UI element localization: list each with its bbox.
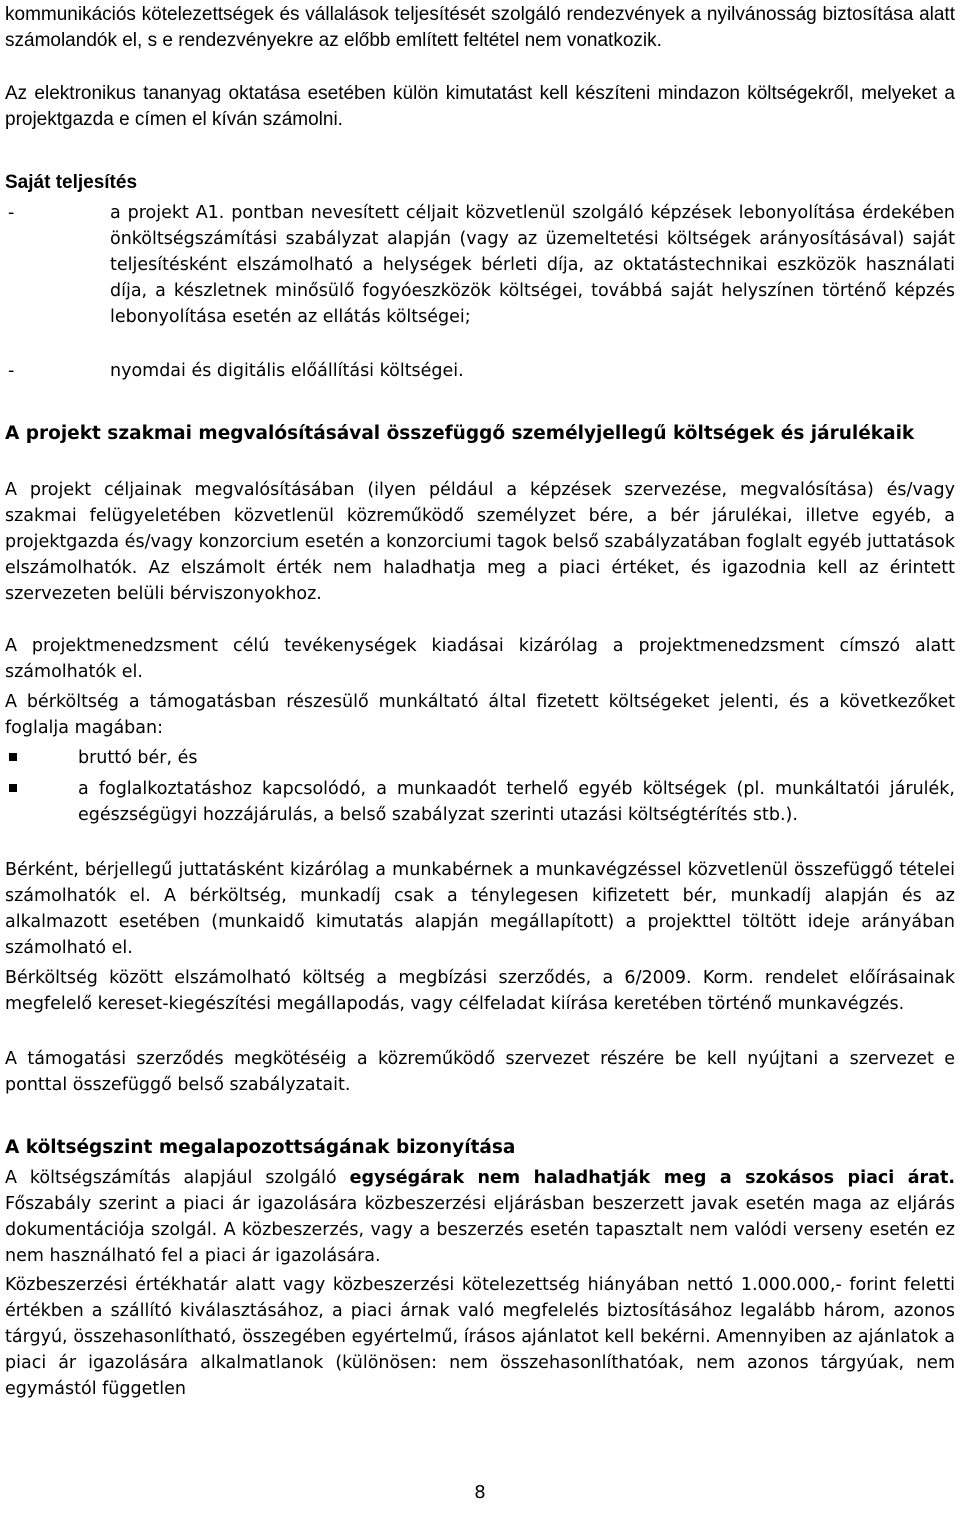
cost-level-paragraph-2: Közbeszerzési értékhatár alatt vagy közbeszerzési kötelezettség hiányában nettó 1.000.000,- forint feletti értékben a szállító kiválasztásához, a piaci árnak való megfelelés biztosításához legalább három, azonos tárgyú, összehasonlítható, összegében egyértelmű, írásos ajánlatot kell bekérni. Amennyiben az ajánlatok a piaci ár igazolására alkalmatlanok (különösen: nem összehasonlíthatóak, nem azonos tárgyúak, nem egymástól független — [5, 1275, 955, 1399]
bullet-marker — [5, 776, 78, 792]
personnel-paragraph-4: Bérként, bérjellegű juttatásként kizárólag a munkabérnek a munkavégzéssel közvetlenül összefüggő tételei számolhatók el. A bérköltség, munkadíj csak a ténylegesen kifizetett bér, munkadíj alapján és az alkalmazott esetében (munkaidő kimutatás alapján megállapított) a projekttel töltött ideje arányában számolható el. — [5, 860, 955, 958]
personnel-paragraph-3: A bérköltség a támogatásban részesülő munkáltató által fizetett költségeket jelenti, és a következőket foglalja magában: — [5, 692, 955, 738]
own-performance-item-1 — [5, 200, 955, 330]
dash-marker: - — [8, 203, 15, 223]
own-performance-item-2 — [5, 358, 955, 384]
cost-level-emphasis: egységárak nem haladhatják meg a szokásos piaci árat. — [349, 1168, 956, 1188]
cost-level-text-a: A költségszámítás alapjául szolgáló — [5, 1168, 350, 1188]
personnel-paragraph-2: A projektmenedzsment célú tevékenységek kiadásai kizárólag a projektmenedzsment címszó alatt számolhatók el. — [5, 636, 955, 682]
personnel-bullet-2 — [5, 776, 955, 828]
section-heading-personnel: A projekt szakmai megvalósításával összefüggő személyjellegű költségek és járulékaik — [5, 423, 915, 444]
personnel-bullet-text: bruttó bér, és — [78, 748, 198, 768]
intro-paragraph-2: Az elektronikus tananyag oktatása esetében külön kimutatást kell készíteni mindazon költségekről, melyeket a projektgazda e címen el kíván számolni. — [5, 83, 955, 130]
cost-level-text-c: Főszabály szerint a piaci ár igazolására közbeszerzési eljárásban beszerzett javak esetén maga az eljárás dokumentációja szolgál. A közbeszerzés, vagy a beszerzés esetén tapasztalt nem valódi verseny esetén ez nem használható fel a piaci ár igazolására. — [5, 1194, 955, 1266]
personnel-paragraph-6: A támogatási szerződés megkötéséig a közreműködő szervezet részére be kell nyújtani a szervezet e ponttal összefüggő belső szabályzatait. — [5, 1049, 955, 1095]
personnel-paragraph-5: Bérköltség között elszámolható költség a megbízási szerződés, a 6/2009. Korm. rendelet előírásainak megfelelő kereset-kiegészítési megállapodás, vagy célfeladat kiírása keretében történő munkavégzés. — [5, 968, 955, 1014]
page-number: 8 — [474, 1482, 486, 1503]
section-heading-cost-level: A költségszint megalapozottságának bizonyítása — [5, 1137, 516, 1158]
section-heading-own-performance: Saját teljesítés — [5, 172, 138, 193]
personnel-paragraph-1: A projekt céljainak megvalósításában (ilyen például a képzések szervezése, megvalósítása) és/vagy szakmai felügyeletében közvetlenül közreműködő személyzet bére, a bér járulékai, illetve egyéb, a projektgazda és/vagy konzorcium esetén a konzorciumi tagok belső szabályzatában foglalt egyéb juttatások elszámolhatók. Az elszámolt érték nem haladhatja meg a piaci értéket, és igazodnia kell az érintett szervezeten belüli bérviszonyokhoz. — [5, 480, 955, 604]
own-performance-item-text: a projekt A1. pontban nevesített céljait közvetlenül szolgáló képzések lebonyolítása érdekében önköltségszámítási szabályzat alapján (vagy az üzemeltetési költségek arányosításával) saját teljesítésként elszámolható a helységek bérleti díja, az oktatástechnikai eszközök használati díja, a készletnek minősülő fogyóeszközök költségei, továbbá saját helyszínen történő képzés lebonyolítása esetén az ellátás költségei; — [110, 203, 955, 327]
bullet-marker — [5, 745, 78, 761]
intro-paragraph-1: kommunikációs kötelezettségek és vállalások teljesítését szolgáló rendezvények a nyilvánosság biztosítása alatt számolandók el, s e rendezvényekre az előbb említett feltétel nem vonatkozik. — [5, 4, 955, 51]
dash-marker: - — [8, 361, 15, 381]
personnel-bullet-text: a foglalkoztatáshoz kapcsolódó, a munkaadót terhelő egyéb költségek (pl. munkáltatói járulék, egészségügyi hozzájárulás, a belső szabályzat szerinti utazási költségtérítés stb.). — [78, 779, 955, 825]
cost-level-paragraph-1 — [5, 1165, 955, 1269]
personnel-bullet-1 — [5, 745, 955, 771]
own-performance-item-text: nyomdai és digitális előállítási költségei. — [110, 361, 464, 381]
